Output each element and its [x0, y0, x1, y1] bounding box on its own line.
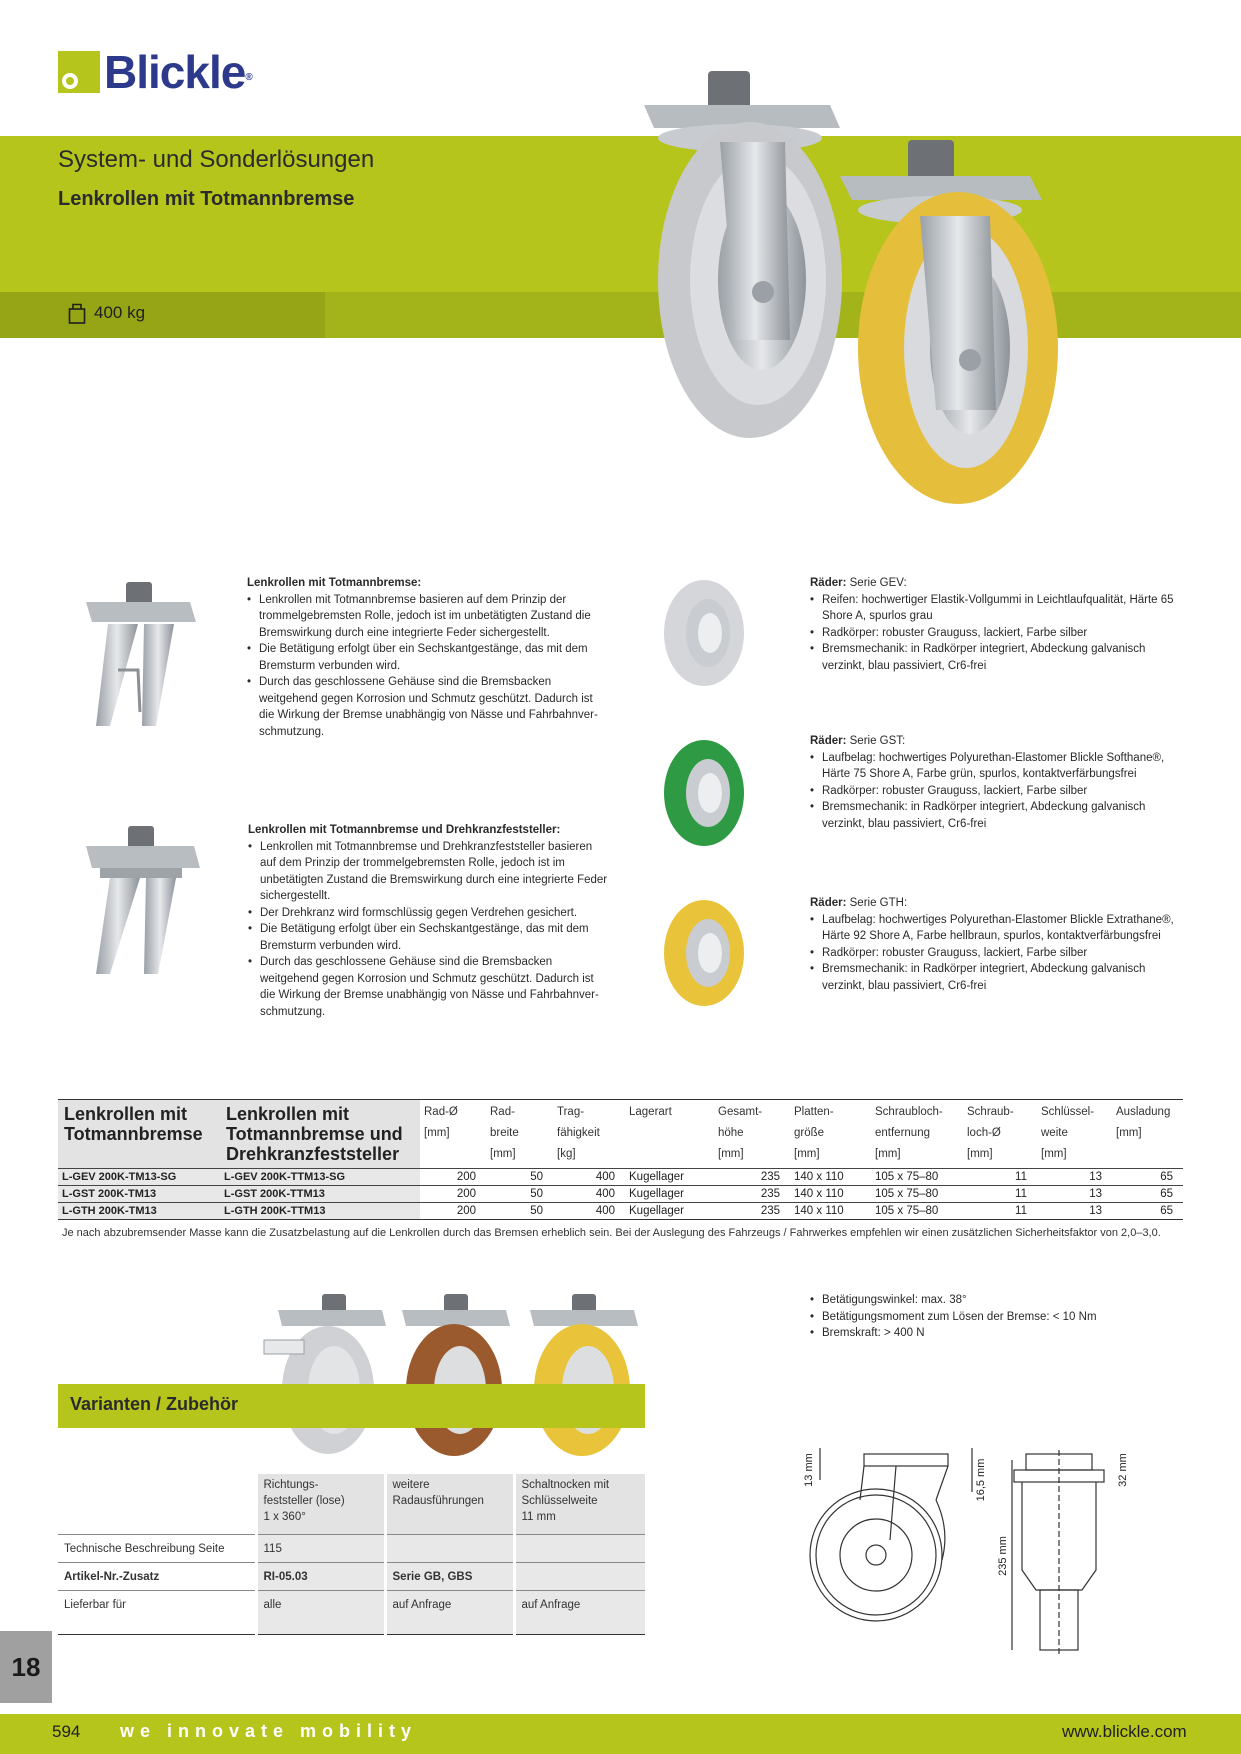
technical-data — [810, 1292, 1170, 1342]
table-row — [58, 1169, 1183, 1186]
wheel-gev-bullet: • Bremsmechanik: in Radkörper integriert, Abdeckung galvanisch verzinkt, blau passiviert, Cr6-frei — [810, 641, 1180, 674]
table-cell: 105 x 75–80 — [875, 1205, 939, 1217]
table-cell: 105 x 75–80 — [875, 1188, 939, 1200]
variants-table — [58, 1474, 645, 1635]
load-capacity — [68, 302, 145, 324]
weight-icon — [68, 302, 86, 324]
spec-header: Schlüssel- weite [mm] — [1041, 1106, 1095, 1160]
technical-bullet: • Bremskraft: > 400 N — [810, 1325, 1170, 1342]
wheel-label: Räder: — [810, 897, 847, 909]
table-cell: L-GEV 200K-TM13-SG — [58, 1169, 220, 1186]
wheel-gst-bullet: • Radkörper: robuster Grauguss, lackiert, Farbe silber — [810, 783, 1180, 800]
spec-header: Schraub- loch-Ø [mm] — [967, 1106, 1014, 1160]
table-cell: 65 — [1160, 1171, 1173, 1183]
table-cell: 200 — [456, 1188, 476, 1200]
feature-tm — [247, 575, 607, 740]
wheel-series: Serie GST: — [849, 735, 906, 747]
table-cell: 400 — [595, 1171, 615, 1183]
table-cell: 11 — [1015, 1205, 1027, 1217]
spec-header: Trag- fähigkeit [kg] — [557, 1106, 600, 1160]
wheel-gev-bullet: • Radkörper: robuster Grauguss, lackiert, Farbe silber — [810, 625, 1180, 642]
wheel-gth — [810, 895, 1180, 994]
technical-bullet: • Betätigungsmoment zum Lösen der Bremse: < 10 Nm — [810, 1309, 1170, 1326]
table-cell: auf Anfrage — [514, 1590, 645, 1634]
wheel-gev-bullet: • Reifen: hochwertiger Elastik-Vollgummi in Leichtlaufqualität, Härte 65 Shore A, spurlos grau — [810, 592, 1180, 625]
page-subtitle: Lenkrollen mit Totmannbremse — [58, 188, 355, 210]
row-label: Artikel-Nr.-Zusatz — [58, 1562, 256, 1590]
table-cell: RI-05.03 — [256, 1562, 385, 1590]
feature-ttm-bullet: • Durch das geschlossene Gehäuse sind die Bremsbacken weitgehend gegen Korrosion und Schmutz geschützt. Dadurch ist die Wirkung der Bremse unabhängig von Nässe und Fahrbahnver-schmutzung. — [248, 954, 608, 1020]
wheel-gst-bullet: • Laufbelag: hochwertiges Polyurethan-Elastomer Blickle Softhane®, Härte 75 Shore A, Farbe grün, spurlos, kontaktverfärbungsfrei — [810, 750, 1180, 783]
table-cell: auf Anfrage — [385, 1590, 514, 1634]
wheel-label: Räder: — [810, 577, 847, 589]
wheel-gst-image — [662, 738, 746, 848]
table-cell: Serie GB, GBS — [385, 1562, 514, 1590]
caster-ttm-image — [80, 824, 200, 976]
table-cell — [514, 1534, 645, 1562]
table-cell: 50 — [530, 1188, 543, 1200]
table-row — [58, 1534, 645, 1562]
table-cell: L-GST 200K-TM13 — [58, 1186, 220, 1203]
variants-header: Richtungs- feststeller (lose) 1 x 360° — [256, 1474, 385, 1534]
load-band — [0, 292, 325, 338]
table-cell: 140 x 110 — [794, 1205, 844, 1217]
feature-ttm — [248, 822, 608, 1020]
wheel-gev-image — [662, 578, 746, 688]
table-cell: 11 — [1015, 1171, 1027, 1183]
technical-drawing — [800, 1440, 1140, 1660]
table-cell: 200 — [456, 1205, 476, 1217]
table-cell: 13 — [1089, 1171, 1102, 1183]
table-cell: 105 x 75–80 — [875, 1171, 939, 1183]
variants-header-row — [58, 1474, 645, 1534]
table-row — [58, 1186, 1183, 1203]
technical-bullet: • Betätigungswinkel: max. 38° — [810, 1292, 1170, 1309]
table-cell: Kugellager — [629, 1171, 684, 1183]
table-cell: 50 — [530, 1171, 543, 1183]
table-cell: 235 — [760, 1171, 780, 1183]
feature-ttm-bullet: • Die Betätigung erfolgt über ein Sechskantgestänge, das mit dem Bremsturm verbunden wird. — [248, 921, 608, 954]
feature-tm-bullet: • Lenkrollen mit Totmannbremse basieren auf dem Prinzip der trommelgebremsten Rolle, jedoch ist im unbetätigten Zustand die Bremswirkung durch eine integrierte Feder sichergestellt. — [247, 592, 607, 642]
dim-label: 13 mm — [803, 1453, 815, 1487]
spec-header: Platten- größe [mm] — [794, 1106, 834, 1160]
table-cell: 115 — [256, 1534, 385, 1562]
table-cell: 400 — [595, 1188, 615, 1200]
wheel-gst-bullet: • Bremsmechanik: in Radkörper integriert, Abdeckung galvanisch verzinkt, blau passiviert, Cr6-frei — [810, 799, 1180, 832]
wheel-label: Räder: — [810, 735, 847, 747]
variants-header: Schaltnocken mit Schlüsselweite 11 mm — [514, 1474, 645, 1534]
load-value: 400 kg — [94, 303, 146, 322]
table-cell: 13 — [1089, 1205, 1102, 1217]
spec-header: Lagerart — [629, 1106, 672, 1118]
table-cell: alle — [256, 1590, 385, 1634]
table-cell: 13 — [1089, 1188, 1102, 1200]
table-cell: L-GTH 200K-TTM13 — [220, 1203, 420, 1220]
dim-label: 32 mm — [1117, 1453, 1129, 1487]
logo-mark — [58, 51, 100, 93]
feature-tm-bullet: • Durch das geschlossene Gehäuse sind die Bremsbacken weitgehend gegen Korrosion und Schmutz geschützt. Dadurch ist die Wirkung der Bremse unabhängig von Nässe und Fahrbahnver-schmutzung. — [247, 674, 607, 740]
wheel-gth-bullet: • Bremsmechanik: in Radkörper integriert, Abdeckung galvanisch verzinkt, blau passiviert, Cr6-frei — [810, 961, 1180, 994]
wheel-series: Serie GEV: — [849, 577, 907, 589]
table-cell — [514, 1562, 645, 1590]
wheel-series: Serie GTH: — [849, 897, 908, 909]
section-tab: 18 — [0, 1631, 52, 1703]
feature-ttm-title: Lenkrollen mit Totmannbremse und Drehkranzfeststeller: — [248, 824, 561, 836]
table-row — [58, 1203, 1183, 1220]
table-cell: Kugellager — [629, 1188, 684, 1200]
table-cell: Kugellager — [629, 1205, 684, 1217]
wheel-gth-bullet: • Laufbelag: hochwertiges Polyurethan-Elastomer Blickle Extrathane®, Härte 92 Shore A, Farbe hellbraun, spurlos, kontaktverfärbungsfrei — [810, 912, 1180, 945]
wheel-gth-image — [662, 898, 746, 1008]
spec-note: Je nach abzubremsender Masse kann die Zusatzbelastung auf die Lenkrollen durch das Bremsen erheblich sein. Bei der Auslegung des Fahrzeugs / Fahrwerkes empfehlen wir einen zusätzlichen Sicherheitsfaktor von 2,0–3,0. — [62, 1227, 1161, 1239]
spec-header-ttm: Lenkrollen mit Totmannbremse und Drehkranzfeststeller — [220, 1100, 420, 1169]
website-link[interactable]: www.blickle.com — [1062, 1722, 1187, 1741]
wheel-gth-bullet: • Radkörper: robuster Grauguss, lackiert, Farbe silber — [810, 945, 1180, 962]
feature-ttm-bullet: • Lenkrollen mit Totmannbremse und Drehkranzfeststeller basieren auf dem Prinzip der trommelgebremsten Rolle, jedoch ist im unbetätigten Zustand die Bremswirkung durch eine integrierte Feder sichergestellt. — [248, 839, 608, 905]
caster-tm-image — [78, 580, 198, 728]
wheel-gev — [810, 575, 1180, 674]
page-title: System- und Sonderlösungen — [58, 146, 375, 173]
table-row — [58, 1562, 645, 1590]
table-cell: L-GST 200K-TTM13 — [220, 1186, 420, 1203]
table-cell: 400 — [595, 1205, 615, 1217]
table-cell: L-GEV 200K-TTM13-SG — [220, 1169, 420, 1186]
caster-grey — [644, 71, 842, 438]
variant-casters-image — [258, 1290, 658, 1460]
spec-header: Gesamt- höhe [mm] — [718, 1106, 763, 1160]
spec-header: Schraubloch- entfernung [mm] — [875, 1106, 943, 1160]
feature-tm-bullet: • Die Betätigung erfolgt über ein Sechskantgestänge, das mit dem Bremsturm verbunden wird. — [247, 641, 607, 674]
spec-header: Ausladung [mm] — [1116, 1106, 1171, 1139]
row-label: Technische Beschreibung Seite — [58, 1534, 256, 1562]
slogan: we innovate mobility — [120, 1721, 418, 1741]
dim-label: 16,5 mm — [975, 1458, 987, 1502]
variants-title: Varianten / Zubehör — [70, 1394, 239, 1414]
variants-header: weitere Radausführungen — [385, 1474, 514, 1534]
table-cell: 235 — [760, 1205, 780, 1217]
table-cell: 200 — [456, 1171, 476, 1183]
hero-casters-image — [640, 70, 1200, 510]
spec-header: Rad-Ø [mm] — [424, 1106, 458, 1139]
wheel-gst — [810, 733, 1180, 832]
table-cell: 65 — [1160, 1188, 1173, 1200]
caster-yellow — [840, 140, 1058, 504]
row-label: Lieferbar für — [58, 1590, 256, 1634]
spec-header-tm: Lenkrollen mit Totmannbremse — [58, 1100, 220, 1169]
dim-label: 235 mm — [997, 1536, 1009, 1576]
table-cell: 140 x 110 — [794, 1188, 844, 1200]
spec-table — [58, 1099, 1183, 1220]
table-cell: 65 — [1160, 1205, 1173, 1217]
page-number: 594 — [52, 1722, 81, 1741]
table-cell — [385, 1534, 514, 1562]
logo: Blickle® — [104, 46, 252, 98]
spec-header: Rad- breite [mm] — [490, 1106, 519, 1160]
table-cell: 11 — [1015, 1188, 1027, 1200]
table-cell: 140 x 110 — [794, 1171, 844, 1183]
feature-ttm-bullet: • Der Drehkranz wird formschlüssig gegen Verdrehen gesichert. — [248, 905, 608, 922]
table-row — [58, 1590, 645, 1634]
feature-tm-title: Lenkrollen mit Totmannbremse: — [247, 577, 422, 589]
table-cell: L-GTH 200K-TM13 — [58, 1203, 220, 1220]
table-cell: 235 — [760, 1188, 780, 1200]
table-cell: 50 — [530, 1205, 543, 1217]
